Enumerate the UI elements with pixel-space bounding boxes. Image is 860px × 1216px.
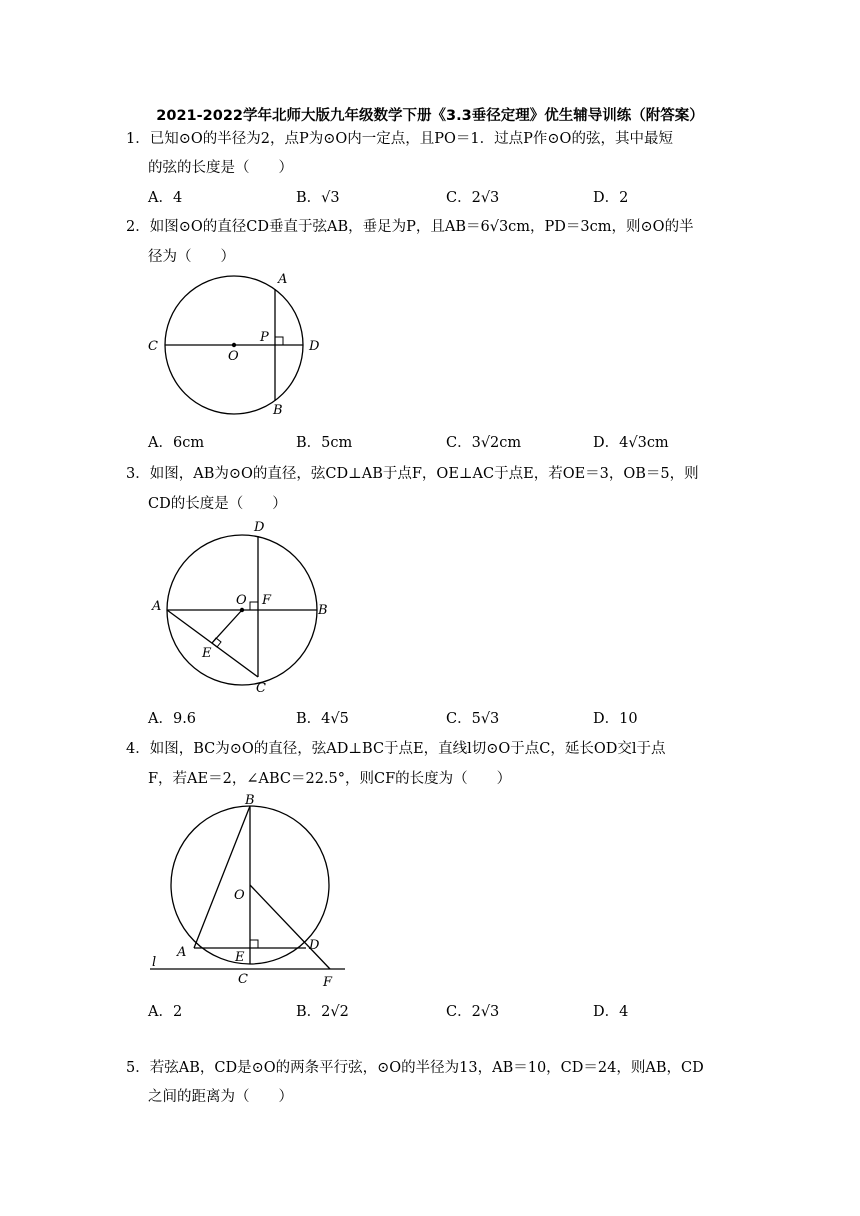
label-c: C [148,339,158,354]
label-o: O [236,593,247,608]
label-f: F [262,593,272,608]
option-d[interactable]: D．10 [593,711,638,727]
option-c[interactable]: C．2√3 [446,190,500,206]
option-a[interactable]: A．2 [148,1004,183,1020]
label-b: B [318,603,328,618]
label-a: A [177,945,187,960]
question-1-line-2: 的弦的长度是（ ） [148,160,293,176]
option-c[interactable]: C．2√3 [446,1004,500,1020]
option-a[interactable]: A．9.6 [148,711,197,727]
label-l: l [152,955,157,970]
label-a: A [278,272,288,287]
option-d[interactable]: D．2 [593,190,629,206]
label-d: D [309,938,320,953]
question-3-line-2: CD的长度是（ ） [148,496,287,512]
label-o: O [234,888,245,903]
option-a[interactable]: A．6cm [148,435,205,451]
label-d: D [254,520,265,535]
question-3-line-1: 3．如图，AB为⊙O的直径，弦CD⊥AB于点F，OE⊥AC于点E，若OE＝3，OB＝5，则 [126,466,699,482]
figure-q2 [140,268,340,428]
option-d[interactable]: D．4 [593,1004,629,1020]
option-a[interactable]: A．4 [148,190,183,206]
label-c: C [256,681,266,696]
label-p: P [260,330,269,345]
question-1-line-1: 1．已知⊙O的半径为2，点P为⊙O内一定点，且PO＝1．过点P作⊙O的弦，其中最短 [126,131,673,147]
question-4-line-1: 4．如图，BC为⊙O的直径，弦AD⊥BC于点E，直线l切⊙O于点C，延长OD交l于点 [126,741,666,757]
label-e: E [235,950,245,965]
label-b: B [245,793,255,808]
label-f: F [323,975,333,990]
option-d[interactable]: D．4√3cm [593,435,669,451]
option-b[interactable]: B．2√2 [296,1004,349,1020]
question-5-line-1: 5．若弦AB，CD是⊙O的两条平行弦，⊙O的半径为13，AB＝10，CD＝24，则AB，CD [126,1060,704,1076]
figure-q3 [140,514,350,704]
label-c: C [238,972,248,987]
figure-q4 [140,792,360,992]
question-2-line-1: 2．如图⊙O的直径CD垂直于弦AB，垂足为P，且AB＝6√3cm，PD＝3cm，则⊙O的半 [126,219,694,235]
option-c[interactable]: C．3√2cm [446,435,522,451]
option-b[interactable]: B．5cm [296,435,353,451]
option-b[interactable]: B．√3 [296,190,340,206]
label-a: A [152,599,162,614]
page-title: 2021-2022学年北师大版九年级数学下册《3.3垂径定理》优生辅导训练（附答案） [156,108,704,124]
label-d: D [309,339,320,354]
label-e: E [202,646,212,661]
question-2-line-2: 径为（ ） [148,249,235,265]
label-o: O [228,349,239,364]
question-4-line-2: F，若AE＝2，∠ABC＝22.5°，则CF的长度为（ ） [148,771,512,787]
question-5-line-2: 之间的距离为（ ） [148,1089,293,1105]
option-b[interactable]: B．4√5 [296,711,349,727]
label-b: B [273,403,283,418]
option-c[interactable]: C．5√3 [446,711,500,727]
